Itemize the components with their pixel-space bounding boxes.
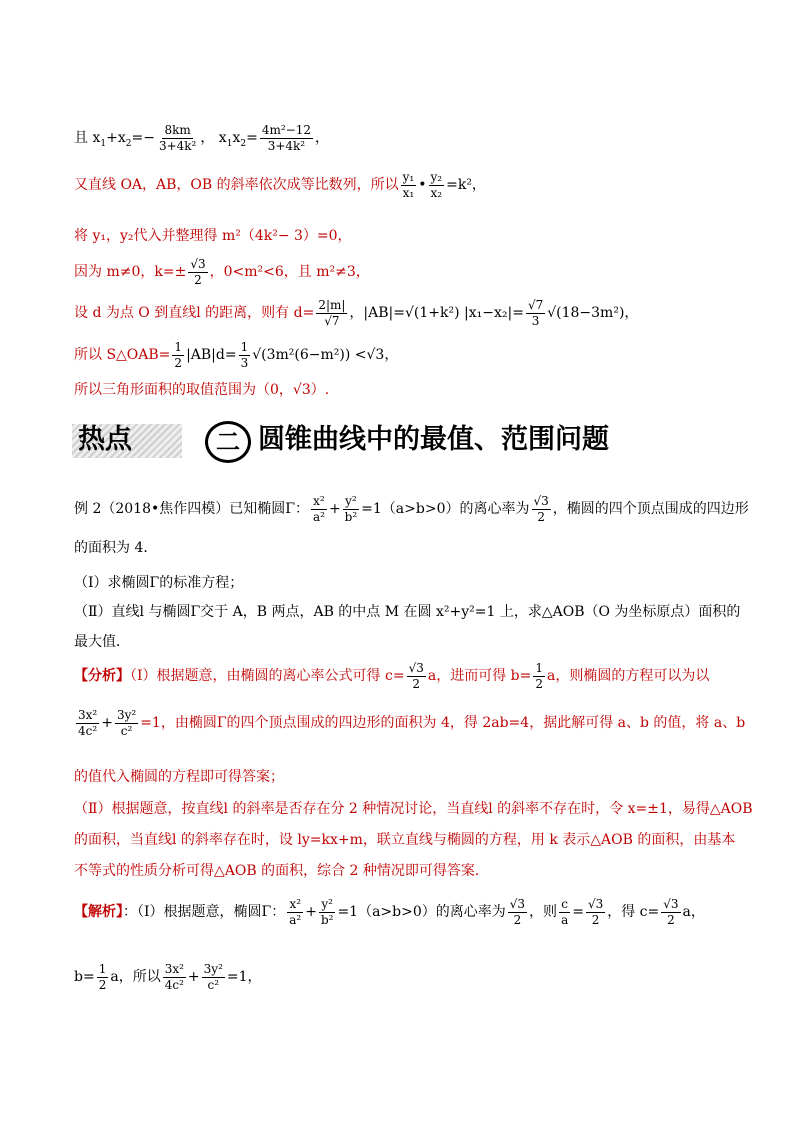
numerator: 4m²−12 — [261, 122, 311, 137]
text: （Ⅱ）直线l 与椭圆Γ交于 A，B 两点，AB 的中点 M 在圆 x²+y²=1 上，求△AOB（O 为坐标原点）面积的 — [74, 604, 741, 620]
numerator: 8km — [164, 122, 191, 137]
text: 所以三角形面积的取值范围为（0，√3）. — [74, 382, 330, 398]
fraction — [661, 897, 680, 928]
numerator: 1 — [240, 339, 249, 354]
analysis-line-4 — [74, 799, 753, 819]
line-area-range — [74, 380, 329, 400]
numerator: 3y² — [116, 707, 137, 722]
fraction — [157, 123, 198, 154]
denominator: 3 — [240, 355, 249, 370]
numerator: 3x² — [78, 707, 98, 722]
text: 的面积为 4． — [74, 540, 158, 556]
denominator: 2 — [412, 676, 421, 691]
fraction — [586, 897, 605, 928]
example-line-2 — [74, 538, 157, 558]
text: ， x — [200, 130, 227, 146]
numerator: y² — [345, 493, 357, 508]
fraction — [115, 708, 138, 739]
text: （Ⅰ）求椭圆Γ的标准方程； — [74, 575, 244, 591]
denominator: 2 — [98, 977, 107, 992]
denominator: a² — [312, 509, 325, 524]
denominator: 2 — [667, 912, 675, 927]
denominator: b² — [344, 509, 358, 524]
analysis-line-3 — [74, 767, 284, 787]
text: b= — [74, 969, 95, 985]
text: =k²， — [446, 177, 486, 193]
denominator: 2 — [591, 912, 600, 927]
text: （Ⅰ）根据题意，由椭圆的离心率公式可得 c= — [130, 668, 405, 684]
denominator: 2 — [535, 676, 543, 691]
fraction — [343, 494, 360, 525]
banner-label: 热点 — [78, 424, 132, 455]
fraction — [319, 897, 336, 928]
text: = — [246, 130, 258, 146]
line-slope-geometric — [74, 165, 486, 205]
numerator: 1 — [98, 961, 107, 976]
denominator: 4c² — [78, 723, 98, 738]
numerator: √3 — [533, 493, 549, 508]
analysis-line-5 — [74, 830, 735, 850]
text: 所以 S△OAB= — [74, 347, 171, 363]
text: a，则椭圆的方程可以为以 — [546, 668, 710, 684]
fraction — [239, 340, 251, 371]
denominator: 2 — [194, 272, 202, 287]
numerator: y² — [321, 896, 333, 911]
numerator: 3x² — [164, 961, 184, 976]
text: 最大值． — [74, 634, 130, 650]
denominator: c² — [120, 723, 133, 738]
text: ：（Ⅰ）根据题意，椭圆Γ： — [123, 904, 286, 920]
analysis-line-6 — [74, 861, 489, 881]
solution-tag: 【解析】 — [74, 904, 123, 920]
numerator: 2|m| — [318, 297, 346, 312]
text: =1（a>b>0）的离心率为 — [361, 501, 530, 517]
text: 且 x — [74, 130, 101, 146]
fraction — [508, 897, 527, 928]
solution-line-1 — [74, 890, 705, 934]
fraction — [260, 123, 313, 154]
fraction — [172, 340, 184, 371]
fraction — [202, 962, 225, 993]
fraction — [188, 257, 207, 288]
text: +x — [106, 130, 126, 146]
text: 又直线 OA，AB，OB 的斜率依次成等比数列，所以 — [74, 177, 399, 193]
text: ，0<m²<6，且 m²≠3， — [209, 264, 370, 280]
denominator: a² — [289, 912, 302, 927]
text: x — [232, 130, 241, 146]
denominator: 3 — [531, 313, 540, 328]
line-x-sum-product: 且 $x_1+x_2=-$ $\frac{8km}{\text{3+4k²}}$ ， $x_1x_2=$ $\frac{\text{4m²−12}}{\text{3+4k²}}$ ， — [74, 122, 329, 153]
text: 的面积，当直线l 的斜率存在时，设 ly=kx+m，联立直线与椭圆的方程，用 k 表示△AOB 的面积，由基本 — [74, 832, 736, 848]
question-2 — [74, 602, 740, 622]
fraction — [316, 298, 347, 329]
text: √(3m²(6−m²)) <√3， — [252, 347, 399, 363]
line-area — [74, 335, 398, 375]
denominator: b² — [320, 912, 334, 927]
analysis-tag: 【分析】 — [74, 668, 130, 684]
fraction — [76, 708, 99, 739]
text: 不等式的性质分析可得△AOB 的面积，综合 2 种情况即可得答案． — [74, 863, 489, 879]
text: = — [572, 904, 584, 920]
line-substitute — [74, 226, 352, 246]
numerator: 1 — [174, 339, 183, 354]
analysis-line-1 — [74, 656, 709, 696]
text: ，椭圆的四个顶点围成的四边形 — [552, 501, 749, 517]
denominator: x₁ — [402, 185, 415, 200]
fraction — [533, 661, 545, 692]
numerator: y₁ — [402, 169, 415, 184]
text: + — [101, 715, 113, 731]
text: =1（a>b>0）的离心率为 — [337, 904, 506, 920]
text: |AB|d= — [186, 347, 237, 363]
fraction — [401, 170, 417, 201]
text: =− — [131, 130, 155, 146]
banner-number-circle: 二 — [205, 421, 251, 463]
text: ，得 c= — [607, 904, 660, 920]
text: • — [418, 177, 427, 193]
text: + — [187, 969, 200, 985]
numerator: √3 — [663, 896, 679, 911]
numerator: c — [561, 896, 568, 911]
denominator: 3+4k² — [267, 138, 306, 153]
text: 设 d 为点 O 到直线l 的距离，则有 d= — [74, 305, 315, 321]
section-banner — [72, 418, 722, 462]
text: =1，由椭圆Γ的四个顶点围成的四边形的面积为 4，得 2ab=4，据此解可得 a、b 的值，将 a、b — [140, 715, 746, 731]
denominator: 2 — [513, 912, 522, 927]
text: a，所以 — [110, 969, 161, 985]
fraction — [526, 298, 545, 329]
text: + — [328, 501, 341, 517]
line-m-condition — [74, 252, 370, 292]
numerator: 1 — [535, 660, 543, 675]
numerator: √7 — [527, 297, 544, 312]
text: ，|AB|=√(1+k²) |x₁−x₂|= — [349, 305, 524, 321]
fraction — [559, 897, 570, 928]
denominator: 2 — [174, 355, 183, 370]
analysis-line-2 — [74, 703, 745, 743]
banner-title: 圆锥曲线中的最值、范围问题 — [258, 424, 609, 455]
fraction — [532, 494, 551, 525]
fraction — [407, 661, 426, 692]
denominator: 3+4k² — [158, 138, 197, 153]
numerator: x² — [313, 493, 325, 508]
denominator: a — [561, 912, 569, 927]
denominator: 4c² — [164, 977, 184, 992]
denominator: 2 — [537, 509, 545, 524]
numerator: √3 — [408, 660, 424, 675]
text: √(18−3m²)， — [547, 305, 639, 321]
denominator: √7 — [324, 313, 340, 328]
question-1 — [74, 573, 243, 593]
numerator: √3 — [587, 896, 604, 911]
text: （Ⅱ）根据题意，按直线l 的斜率是否存在分 2 种情况讨论，当直线l 的斜率不存在时，令 x=±1，易得△AOB — [74, 801, 753, 817]
denominator: c² — [207, 977, 220, 992]
text: 例 2（2018•焦作四模）已知椭圆Γ： — [74, 501, 309, 517]
numerator: √3 — [190, 256, 206, 271]
text: a， — [682, 904, 705, 920]
text: 将 y₁，y₂代入并整理得 m²（4k²− 3）=0， — [74, 228, 352, 244]
solution-line-2 — [74, 955, 262, 999]
fraction — [311, 494, 327, 525]
numerator: √3 — [509, 896, 526, 911]
text: 因为 m≠0，k=± — [74, 264, 187, 280]
numerator: 3y² — [203, 961, 223, 976]
fraction — [163, 962, 186, 993]
fraction — [97, 962, 109, 993]
text: ， — [314, 130, 329, 146]
line-distance — [74, 293, 638, 333]
text: + — [305, 904, 317, 920]
fraction — [287, 897, 303, 928]
numerator: x² — [289, 896, 302, 911]
text: 的值代入椭圆的方程即可得答案； — [74, 769, 284, 785]
question-2-cont — [74, 632, 130, 652]
text: =1， — [226, 969, 262, 985]
text: ，则 — [529, 904, 558, 920]
denominator: x₂ — [430, 185, 443, 200]
example-line-1 — [74, 487, 749, 531]
text: a，进而可得 b= — [427, 668, 532, 684]
fraction — [429, 170, 445, 201]
numerator: y₂ — [430, 169, 443, 184]
